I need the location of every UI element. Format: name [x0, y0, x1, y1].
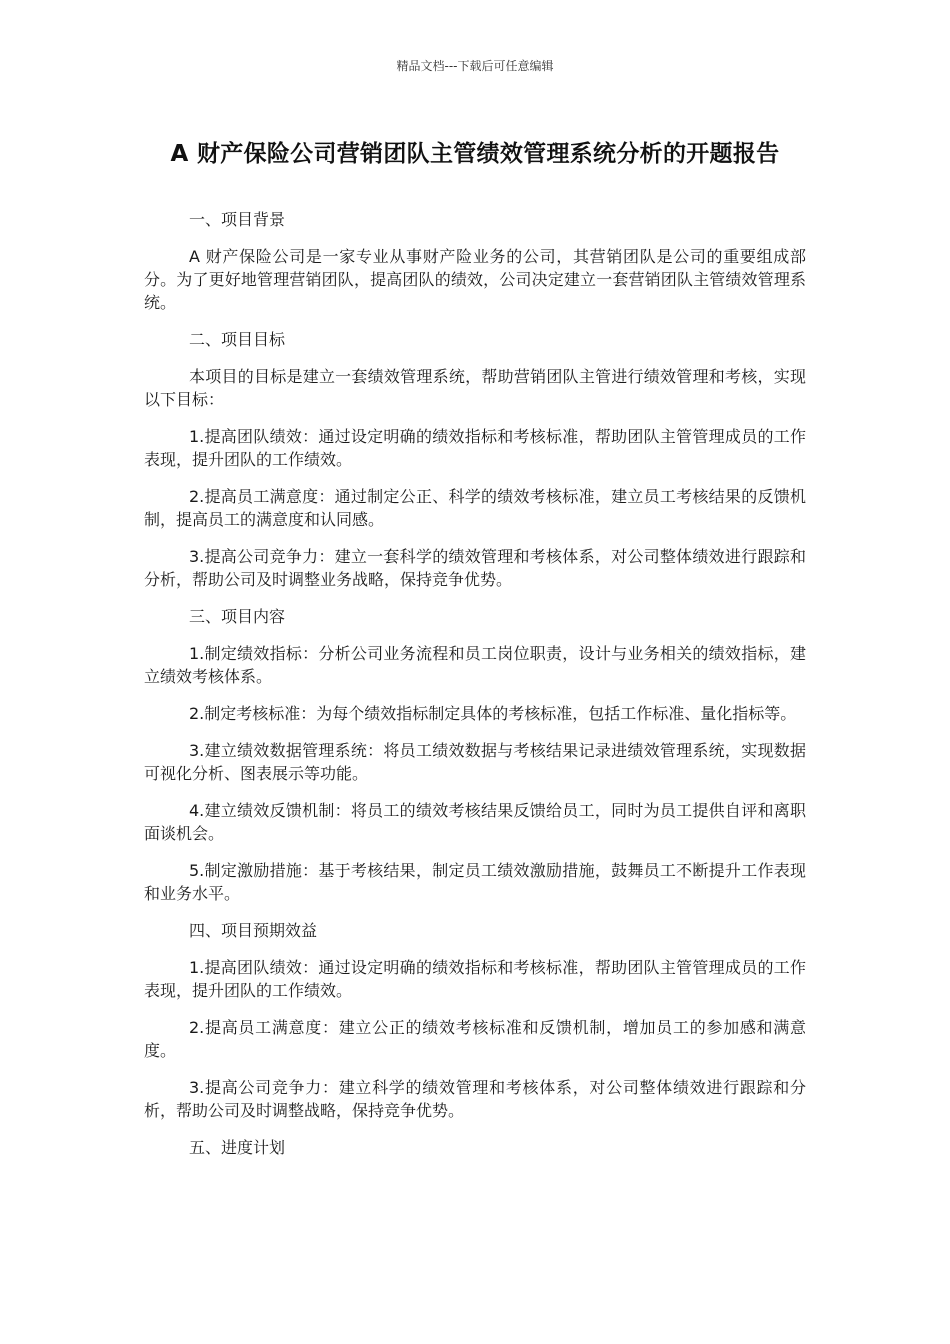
document-body [144, 208, 806, 1173]
section-heading-goals: 二、项目目标 [189, 330, 286, 349]
benefit-item-1: 1.提高团队绩效：通过设定明确的绩效指标和考核标准，帮助团队主管管理成员的工作表现，提升团队的工作绩效。 [144, 958, 806, 1000]
content-item-2: 2.制定考核标准：为每个绩效指标制定具体的考核标准，包括工作标准、量化指标等。 [189, 704, 797, 723]
paragraph-goals-intro: 本项目的目标是建立一套绩效管理系统，帮助营销团队主管进行绩效管理和考核，实现以下目标： [144, 367, 806, 409]
header-note: 精品文档---下载后可任意编辑 [396, 59, 554, 73]
benefit-item-2: 2.提高员工满意度：建立公正的绩效考核标准和反馈机制，增加员工的参加感和满意度。 [144, 1018, 806, 1060]
goal-item-1: 1.提高团队绩效：通过设定明确的绩效指标和考核标准，帮助团队主管管理成员的工作表现，提升团队的工作绩效。 [144, 427, 806, 469]
goal-item-3: 3.提高公司竞争力：建立一套科学的绩效管理和考核体系，对公司整体绩效进行跟踪和分析，帮助公司及时调整业务战略，保持竞争优势。 [144, 547, 806, 589]
document-title: A 财产保险公司营销团队主管绩效管理系统分析的开题报告 [170, 141, 780, 167]
benefit-item-3: 3.提高公司竞争力：建立科学的绩效管理和考核体系，对公司整体绩效进行跟踪和分析，帮助公司及时调整战略，保持竞争优势。 [144, 1078, 806, 1120]
content-item-5: 5.制定激励措施：基于考核结果，制定员工绩效激励措施，鼓舞员工不断提升工作表现和业务水平。 [144, 861, 806, 903]
content-item-3: 3.建立绩效数据管理系统：将员工绩效数据与考核结果记录进绩效管理系统，实现数据可视化分析、图表展示等功能。 [144, 741, 806, 783]
section-heading-benefits: 四、项目预期效益 [189, 921, 318, 940]
content-item-4: 4.建立绩效反馈机制：将员工的绩效考核结果反馈给员工，同时为员工提供自评和离职面谈机会。 [144, 801, 806, 843]
paragraph-background: A 财产保险公司是一家专业从事财产险业务的公司，其营销团队是公司的重要组成部分。为了更好地管理营销团队，提高团队的绩效，公司决定建立一套营销团队主管绩效管理系统。 [144, 247, 806, 312]
section-heading-background: 一、项目背景 [189, 210, 286, 229]
goal-item-2: 2.提高员工满意度：通过制定公正、科学的绩效考核标准，建立员工考核结果的反馈机制，提高员工的满意度和认同感。 [144, 487, 806, 529]
section-heading-schedule: 五、进度计划 [189, 1138, 286, 1157]
section-heading-content: 三、项目内容 [189, 607, 286, 626]
content-item-1: 1.制定绩效指标：分析公司业务流程和员工岗位职责，设计与业务相关的绩效指标，建立绩效考核体系。 [144, 644, 806, 686]
